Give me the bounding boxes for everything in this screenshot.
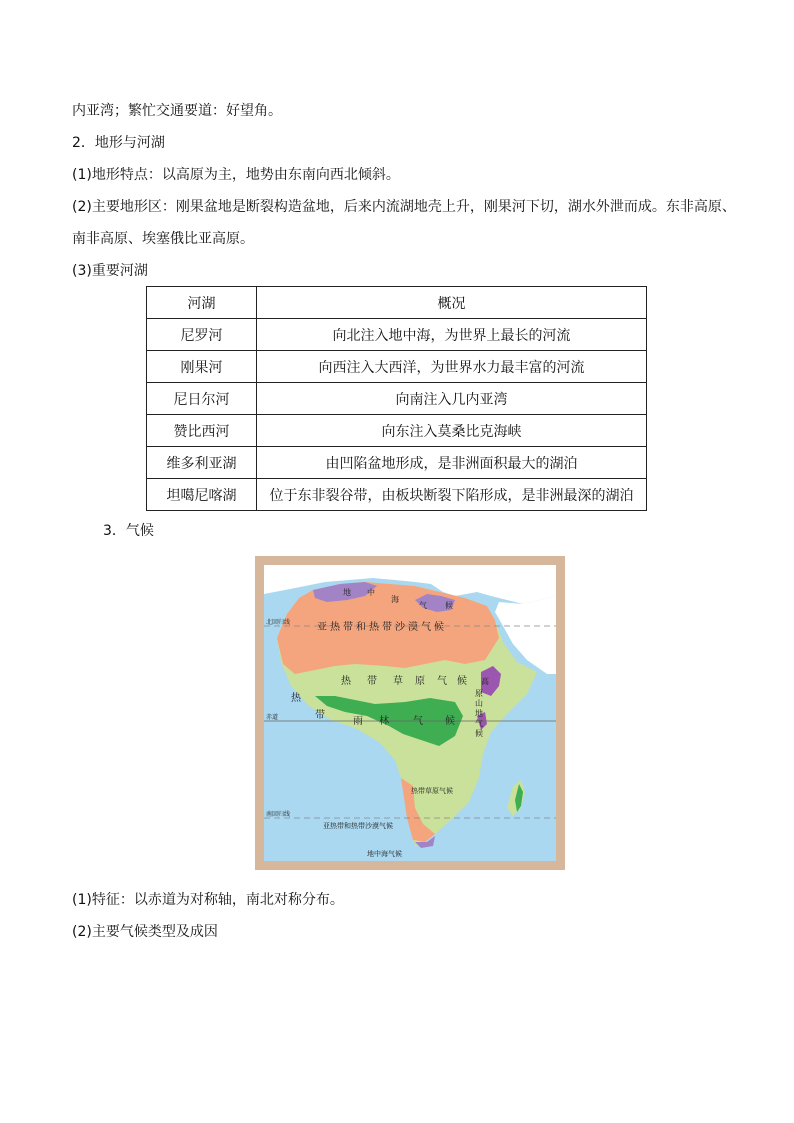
north-tropic-label: 北回归线 bbox=[266, 619, 291, 626]
table-row bbox=[147, 447, 647, 479]
label-rainforest-1: 热 bbox=[291, 693, 301, 704]
table-cell-name: 赞比西河 bbox=[147, 415, 257, 447]
table-cell-name: 尼日尔河 bbox=[147, 383, 257, 415]
table-row bbox=[147, 319, 647, 351]
equator-label: 赤道 bbox=[266, 714, 279, 721]
label-med-north-1: 地 bbox=[343, 588, 351, 597]
label-rainforest-4: 林 bbox=[379, 716, 389, 727]
label-rainforest-6: 候 bbox=[445, 716, 455, 727]
table-cell-overview: 由凹陷盆地形成，是非洲面积最大的湖泊 bbox=[257, 447, 647, 479]
label-med-north-4: 气 bbox=[419, 601, 427, 610]
table-row bbox=[147, 351, 647, 383]
label-savanna-north-4: 原 bbox=[415, 676, 425, 687]
label-highland-6: 候 bbox=[475, 729, 483, 738]
text-landforms-1: (2)主要地形区：刚果盆地是断裂构造盆地，后来内流湖地壳上升，刚果河下切，湖水外泄而成。东非高原、 bbox=[72, 199, 736, 215]
label-highland-5: 气 bbox=[475, 719, 483, 728]
label-savanna-south: 热带草原气候 bbox=[411, 787, 453, 795]
table-header-overview: 概况 bbox=[257, 287, 647, 319]
rivers-lakes-table bbox=[146, 286, 647, 511]
table-cell-name: 坦噶尼喀湖 bbox=[147, 479, 257, 511]
table-cell-name: 尼罗河 bbox=[147, 319, 257, 351]
table-cell-overview: 向西注入大西洋，为世界水力最丰富的河流 bbox=[257, 351, 647, 383]
label-savanna-north-3: 草 bbox=[393, 676, 403, 687]
text-line-ports: 内亚湾；繁忙交通要道：好望角。 bbox=[72, 103, 282, 119]
label-med-south: 地中海气候 bbox=[367, 850, 402, 858]
section-heading-terrain: 2．地形与河湖 bbox=[72, 135, 165, 151]
section-heading-climate: 3．气候 bbox=[103, 523, 154, 539]
label-desert-south: 亚热带和热带沙漠气候 bbox=[323, 822, 393, 830]
label-highland-4: 地 bbox=[475, 709, 483, 718]
label-rainforest-2: 带 bbox=[315, 710, 325, 721]
south-tropic-label: 南回归线 bbox=[266, 811, 291, 818]
label-savanna-north-5: 气 bbox=[437, 676, 447, 687]
table-cell-overview: 向东注入莫桑比克海峡 bbox=[257, 415, 647, 447]
label-med-north-5: 候 bbox=[445, 601, 453, 610]
label-rainforest-3: 雨 bbox=[353, 716, 363, 727]
text-climate-types: (2)主要气候类型及成因 bbox=[72, 924, 218, 940]
text-rivers-title: (3)重要河湖 bbox=[72, 263, 148, 279]
table-row bbox=[147, 415, 647, 447]
table-cell-name: 刚果河 bbox=[147, 351, 257, 383]
label-highland-1: 高 bbox=[481, 677, 489, 686]
table-header-name: 河湖 bbox=[147, 287, 257, 319]
label-desert-north: 亚热带和热带沙漠气候 bbox=[317, 622, 447, 633]
table-row bbox=[147, 479, 647, 511]
table-cell-overview: 位于东非裂谷带，由板块断裂下陷形成，是非洲最深的湖泊 bbox=[257, 479, 647, 511]
label-highland-2: 原 bbox=[475, 689, 483, 698]
text-climate-feature: (1)特征：以赤道为对称轴，南北对称分布。 bbox=[72, 892, 344, 908]
table-header-row bbox=[147, 287, 647, 319]
table-row bbox=[147, 383, 647, 415]
africa-climate-map-svg bbox=[255, 556, 565, 870]
label-savanna-north-6: 候 bbox=[457, 676, 467, 687]
table-cell-overview: 向北注入地中海，为世界上最长的河流 bbox=[257, 319, 647, 351]
label-med-north-3: 海 bbox=[391, 595, 399, 604]
africa-climate-map bbox=[255, 556, 565, 870]
label-highland-3: 山 bbox=[475, 699, 483, 708]
table-cell-name: 维多利亚湖 bbox=[147, 447, 257, 479]
label-savanna-north-2: 带 bbox=[367, 676, 377, 687]
text-landforms-2: 南非高原、埃塞俄比亚高原。 bbox=[72, 231, 254, 247]
table-cell-overview: 向南注入几内亚湾 bbox=[257, 383, 647, 415]
label-med-north-2: 中 bbox=[367, 588, 375, 597]
label-rainforest-5: 气 bbox=[413, 716, 423, 727]
label-savanna-north-1: 热 bbox=[341, 676, 351, 687]
text-terrain-features: (1)地形特点：以高原为主，地势由东南向西北倾斜。 bbox=[72, 167, 400, 183]
